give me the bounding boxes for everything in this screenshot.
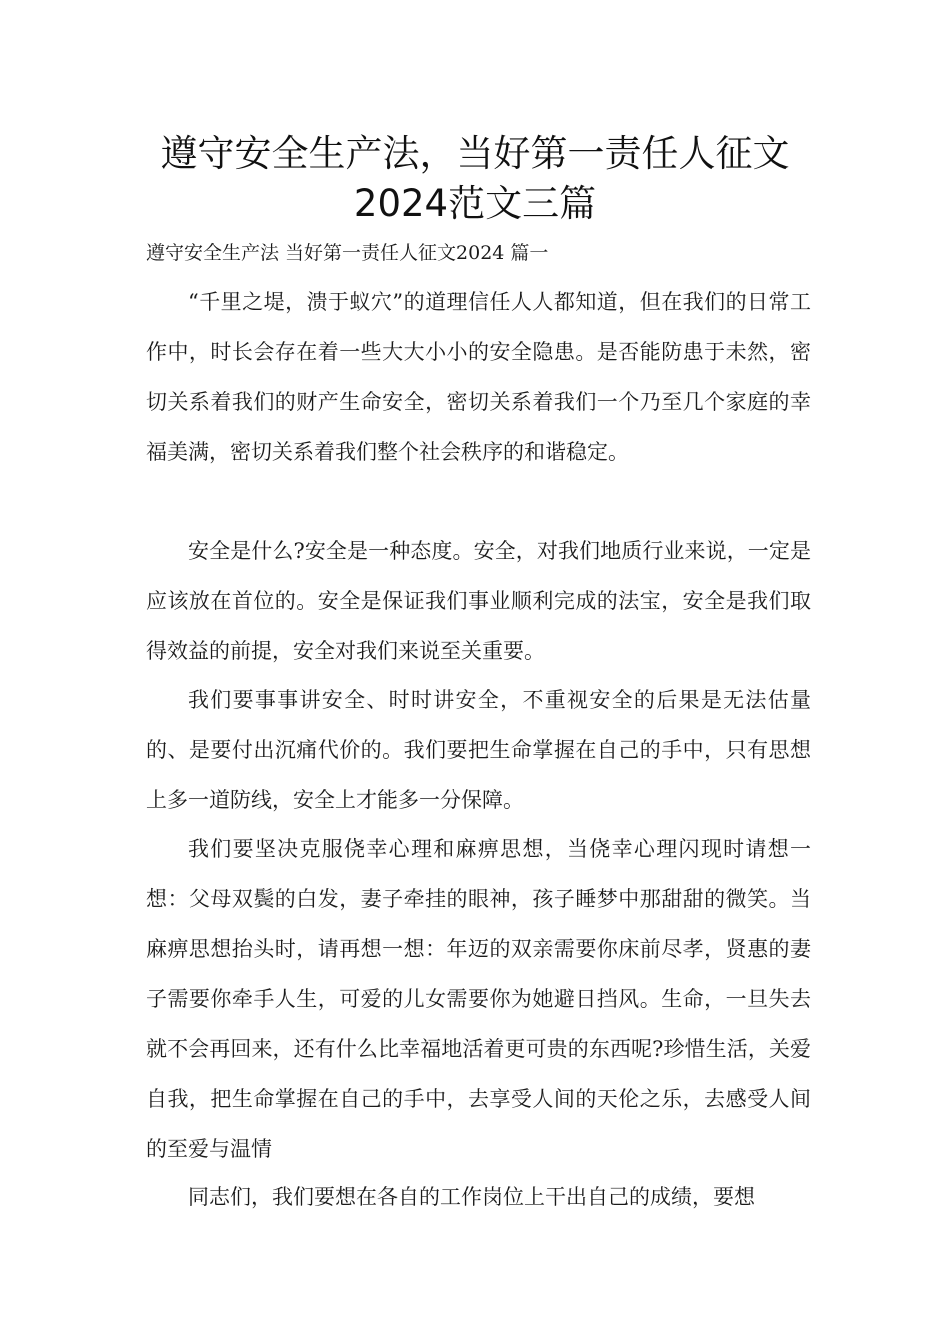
paragraph-2: 安全是什么?安全是一种态度。安全，对我们地质行业来说，一定是应该放在首位的。安全是保证我们事业顺利完成的法宝，安全是我们取得效益的前提，安全对我们来说至关重要。 <box>146 539 811 663</box>
document-title-line-2: 2024范文三篇 <box>353 182 597 225</box>
paragraph-1: “千里之堤，溃于蚁穴”的道理信任人人都知道，但在我们的日常工作中，时长会存在着一些大大小小的安全隐患。是否能防患于未然，密切关系着我们的财产生命安全，密切关系着我们一个乃至几个家庭的幸福美满，密切关系着我们整个社会秩序的和谐稳定。 <box>146 290 811 464</box>
paragraph-4: 我们要坚决克服侥幸心理和麻痹思想，当侥幸心理闪现时请想一想：父母双鬓的白发，妻子牵挂的眼神，孩子睡梦中那甜甜的微笑。当麻痹思想抬头时，请再想一想：年迈的双亲需要你床前尽孝，贤惠的妻子需要你牵手人生，可爱的儿女需要你为她避日挡风。生命，一旦失去就不会再回来，还有什么比幸福地活着更可贵的东西呢?珍惜生活，关爱自我，把生命掌握在自己的手中，去享受人间的天伦之乐，去感受人间的至爱与温情 <box>146 837 811 1161</box>
section-heading: 遵守安全生产法 当好第一责任人征文2024 篇一 <box>146 242 549 264</box>
paragraph-5: 同志们，我们要想在各自的工作岗位上干出自己的成绩，要想 <box>188 1185 755 1209</box>
document-title-line-1: 遵守安全生产法，当好第一责任人征文 <box>160 132 790 175</box>
paragraph-3: 我们要事事讲安全、时时讲安全，不重视安全的后果是无法估量的、是要付出沉痛代价的。我们要把生命掌握在自己的手中，只有思想上多一道防线，安全上才能多一分保障。 <box>146 688 811 812</box>
